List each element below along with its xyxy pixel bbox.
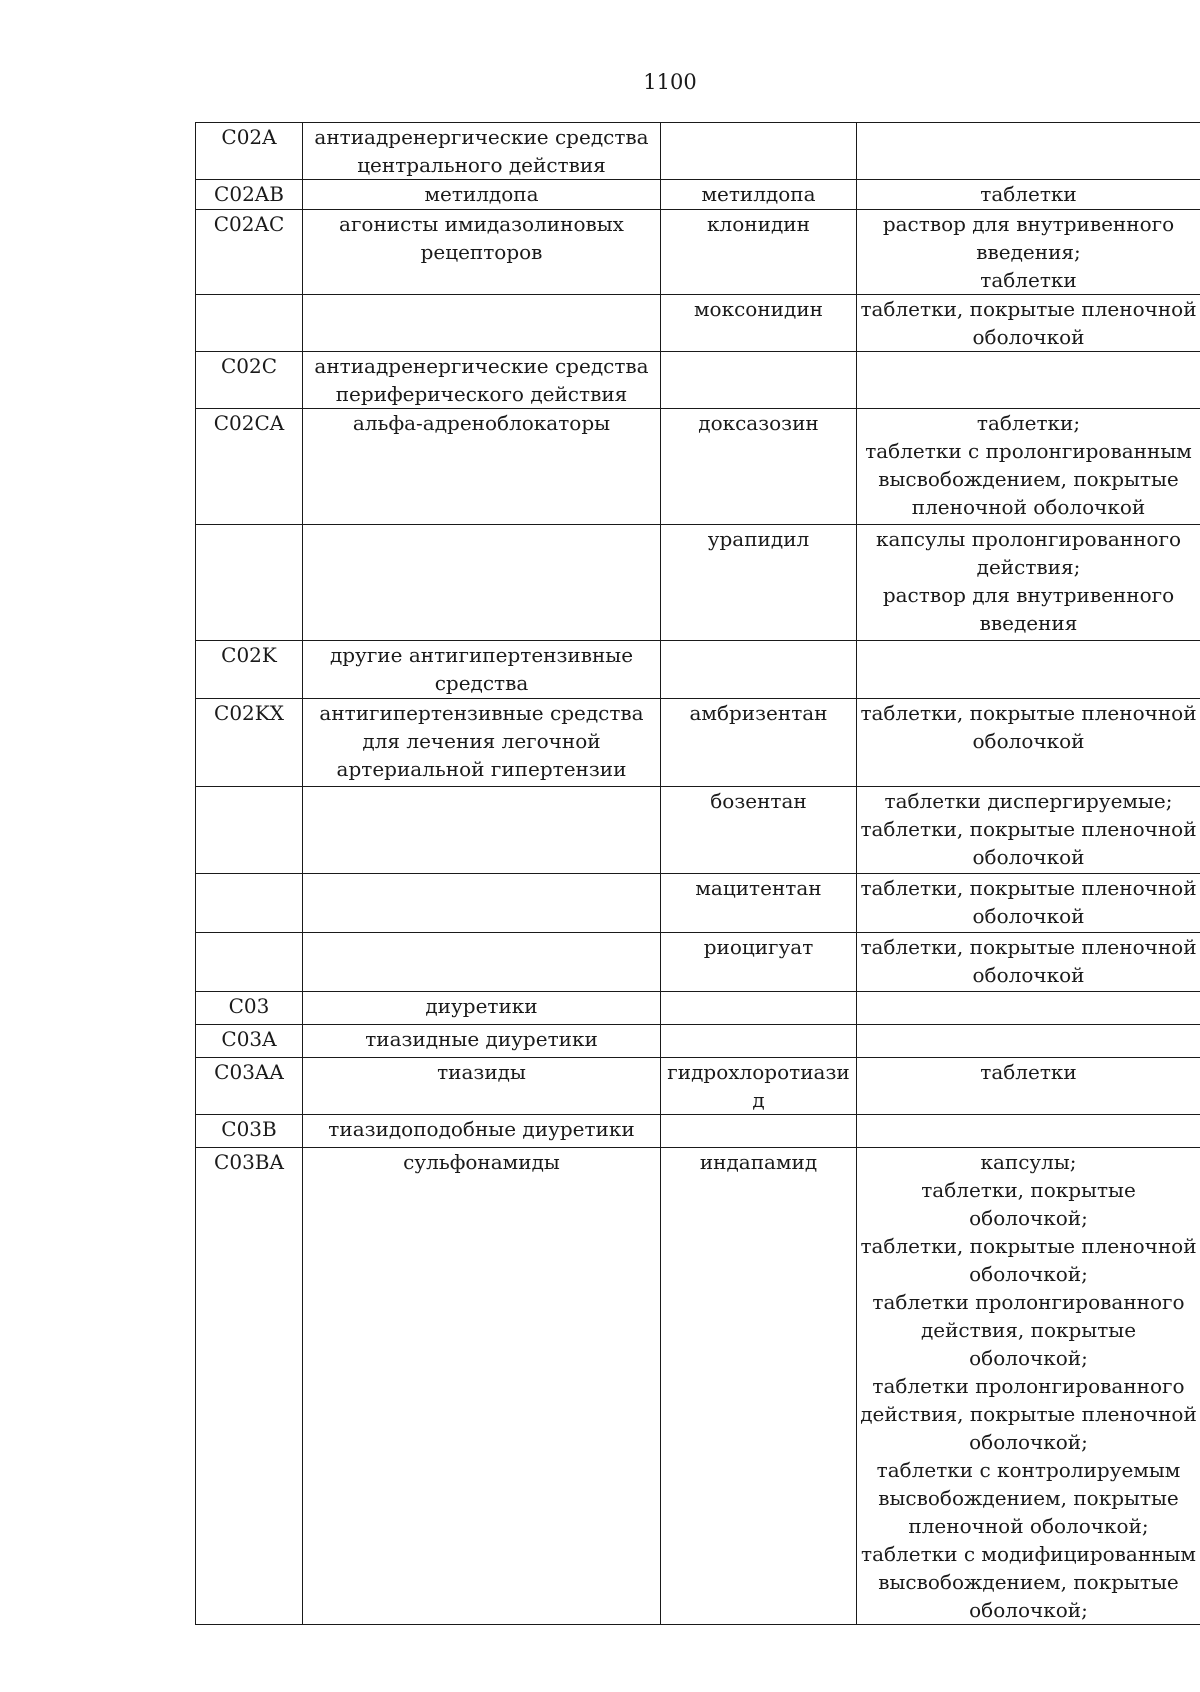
atc-code-cell: C02C: [196, 352, 303, 409]
dosage-form-cell: [857, 992, 1200, 1025]
substance-cell: риоцигуат: [661, 933, 857, 992]
substance-cell: амбризентан: [661, 699, 857, 787]
atc-code-cell: C02A: [196, 123, 303, 180]
table-row: [196, 933, 1200, 992]
substance-cell: урапидил: [661, 525, 857, 641]
dosage-form-cell: капсулы; таблетки, покрытые оболочкой; таблетки, покрытые пленочной оболочкой; таблетки пролонгированного действия, покрытые оболочкой; таблетки пролонгированного действия, покрытые пленочной оболочкой; таблетки с контролируемым высвобождением, покрытые пленочной оболочкой; таблетки с модифицированным высвобождением, покрытые оболочкой;: [857, 1148, 1200, 1625]
dosage-form-cell: таблетки, покрытые пленочной оболочкой: [857, 699, 1200, 787]
dosage-form-cell: [857, 352, 1200, 409]
group-name-cell: антиадренергические средства центрального действия: [303, 123, 661, 180]
group-name-cell: тиазидоподобные диуретики: [303, 1115, 661, 1148]
table-row: [196, 210, 1200, 295]
dosage-form-cell: таблетки; таблетки с пролонгированным высвобождением, покрытые пленочной оболочкой: [857, 409, 1200, 525]
group-name-cell: метилдопа: [303, 180, 661, 210]
atc-code-cell: C02AC: [196, 210, 303, 295]
group-name-cell: [303, 295, 661, 352]
group-name-cell: тиазидные диуретики: [303, 1025, 661, 1058]
table-row: [196, 992, 1200, 1025]
atc-code-cell: C02KX: [196, 699, 303, 787]
table-row: [196, 787, 1200, 874]
dosage-form-cell: [857, 123, 1200, 180]
substance-cell: моксонидин: [661, 295, 857, 352]
group-name-cell: [303, 787, 661, 874]
substance-cell: доксазозин: [661, 409, 857, 525]
substance-cell: метилдопа: [661, 180, 857, 210]
dosage-form-cell: раствор для внутривенного введения; таблетки: [857, 210, 1200, 295]
dosage-form-cell: [857, 1115, 1200, 1148]
substance-cell: [661, 352, 857, 409]
atc-code-cell: [196, 295, 303, 352]
table-row: [196, 1115, 1200, 1148]
dosage-form-cell: [857, 1025, 1200, 1058]
atc-drug-table: [195, 122, 1200, 1625]
group-name-cell: диуретики: [303, 992, 661, 1025]
atc-code-cell: [196, 525, 303, 641]
dosage-form-cell: капсулы пролонгированного действия; раствор для внутривенного введения: [857, 525, 1200, 641]
table-row: [196, 409, 1200, 525]
substance-cell: [661, 641, 857, 699]
atc-code-cell: C03: [196, 992, 303, 1025]
dosage-form-cell: таблетки диспергируемые; таблетки, покрытые пленочной оболочкой: [857, 787, 1200, 874]
atc-code-cell: C03B: [196, 1115, 303, 1148]
dosage-form-cell: таблетки, покрытые пленочной оболочкой: [857, 295, 1200, 352]
group-name-cell: [303, 933, 661, 992]
dosage-form-cell: [857, 641, 1200, 699]
table-row: [196, 699, 1200, 787]
atc-code-cell: C03BA: [196, 1148, 303, 1625]
substance-cell: [661, 123, 857, 180]
substance-cell: гидрохлоротиазид: [661, 1058, 857, 1115]
substance-cell: бозентан: [661, 787, 857, 874]
table-row: [196, 352, 1200, 409]
substance-cell: клонидин: [661, 210, 857, 295]
substance-cell: [661, 1025, 857, 1058]
group-name-cell: сульфонамиды: [303, 1148, 661, 1625]
group-name-cell: агонисты имидазолиновых рецепторов: [303, 210, 661, 295]
atc-code-cell: C02K: [196, 641, 303, 699]
substance-cell: [661, 1115, 857, 1148]
atc-code-cell: [196, 787, 303, 874]
table-row: [196, 1058, 1200, 1115]
atc-code-cell: C02AB: [196, 180, 303, 210]
page-number: 1100: [643, 70, 697, 94]
atc-code-cell: C03A: [196, 1025, 303, 1058]
table-row: [196, 1025, 1200, 1058]
group-name-cell: антиадренергические средства периферического действия: [303, 352, 661, 409]
table-row: [196, 874, 1200, 933]
table-row: [196, 180, 1200, 210]
table-row: [196, 525, 1200, 641]
atc-code-cell: C03AA: [196, 1058, 303, 1115]
dosage-form-cell: таблетки, покрытые пленочной оболочкой: [857, 874, 1200, 933]
dosage-form-cell: таблетки: [857, 1058, 1200, 1115]
group-name-cell: тиазиды: [303, 1058, 661, 1115]
atc-code-cell: [196, 933, 303, 992]
substance-cell: индапамид: [661, 1148, 857, 1625]
table-row: [196, 295, 1200, 352]
table-row: [196, 123, 1200, 180]
atc-code-cell: C02CA: [196, 409, 303, 525]
group-name-cell: альфа-адреноблокаторы: [303, 409, 661, 525]
atc-code-cell: [196, 874, 303, 933]
group-name-cell: [303, 525, 661, 641]
dosage-form-cell: таблетки: [857, 180, 1200, 210]
table-row: [196, 641, 1200, 699]
group-name-cell: антигипертензивные средства для лечения легочной артериальной гипертензии: [303, 699, 661, 787]
substance-cell: мацитентан: [661, 874, 857, 933]
dosage-form-cell: таблетки, покрытые пленочной оболочкой: [857, 933, 1200, 992]
group-name-cell: [303, 874, 661, 933]
table-row: [196, 1148, 1200, 1625]
group-name-cell: другие антигипертензивные средства: [303, 641, 661, 699]
substance-cell: [661, 992, 857, 1025]
